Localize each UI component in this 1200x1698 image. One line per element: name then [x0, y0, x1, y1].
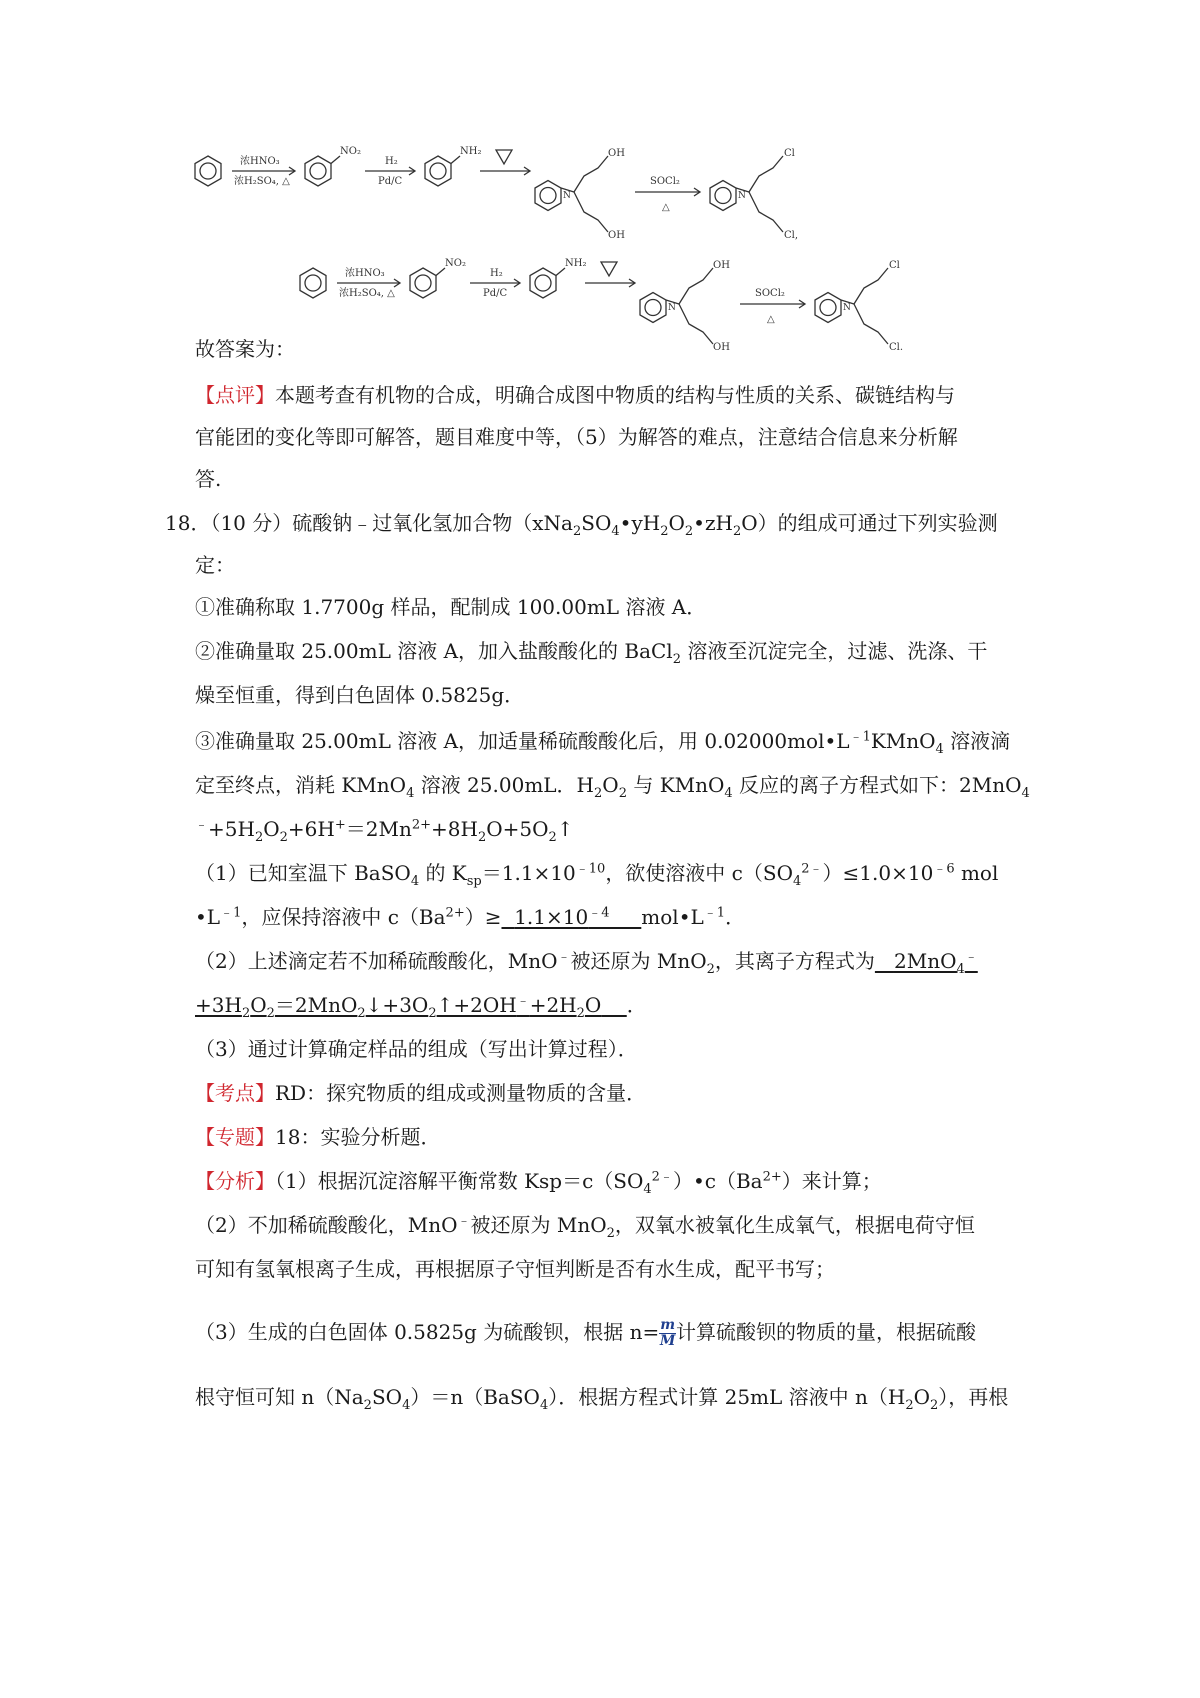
- nitrobenzene-ring: [305, 156, 331, 186]
- step-1: ①准确称取 1.7700g 样品，配制成 100.00mL 溶液 A．: [195, 595, 707, 619]
- reagent-label: △: [767, 314, 775, 325]
- dichloro-ring: [710, 181, 736, 211]
- part-3: （3）通过计算确定样品的组成（写出计算过程）．: [195, 1037, 638, 1061]
- answer-intro: 故答案为：: [195, 337, 295, 361]
- part-2-answer-b: $+3H_2O_2=2MnO_2↓+3O_2↑+2OH^﹣+2H_2O$: [195, 993, 602, 1021]
- benzene-ring: [195, 156, 221, 186]
- group-label: NO₂: [340, 146, 361, 157]
- part-2-line-1: （2）上述滴定若不加稀硫酸酸化，MnO﹣被还原为 MnO$_2$，其离子方程式为 2MnO$_4$﹣: [195, 949, 978, 977]
- group-label: Cl.: [889, 342, 904, 353]
- reagent-label: H₂: [385, 156, 398, 167]
- reagent-label: 浓HNO₃: [345, 268, 385, 279]
- kaodian-tag: 【考点】: [195, 1081, 275, 1105]
- reaction-scheme-2: [285, 252, 925, 362]
- reagent-label: 浓H₂SO₄, △: [234, 176, 290, 187]
- diol-ring: [535, 181, 561, 211]
- step-3-line-2: 定至终点，消耗 KMnO$_4$ 溶液 25.00mL．$H_2O_2$ 与 KMnO$_4$ 反应的离子方程式如下：2MnO$_4$: [195, 773, 1030, 801]
- reagent-label: SOCl₂: [650, 176, 680, 187]
- part-1-line-2: $•L^{﹣1}$，应保持溶液中 $c(Ba^{2+})\ge 1.1\times 10^{﹣4}$ $mol•L^{﹣1}$．: [195, 905, 746, 929]
- benzene-ring: [300, 268, 326, 298]
- reagent-label: 浓HNO₃: [240, 156, 280, 167]
- analysis-line-4: （3）生成的白色固体 0.5825g 为硫酸钡，根据 n= $\frac{m}{M}$ 计算硫酸钡的物质的量，根据硫酸: [195, 1317, 977, 1349]
- part-1-answer: $1.1\times 10^{﹣4}$: [514, 905, 610, 929]
- group-label: Cl,: [784, 230, 799, 241]
- epoxide-icon: [496, 150, 512, 164]
- step-2-line-1: ②准确量取 25.00mL 溶液 A，加入盐酸酸化的 BaCl$_2$ 溶液至沉淀完全，过滤、洗涤、干: [195, 639, 988, 667]
- aniline-ring: [425, 156, 451, 186]
- reagent-label: △: [662, 202, 670, 213]
- kaodian: 【考点】RD：探究物质的组成或测量物质的含量．: [195, 1081, 647, 1105]
- review-line-3: 答.: [195, 467, 222, 491]
- group-label: OH: [608, 230, 625, 241]
- nitrobenzene-ring: [410, 268, 436, 298]
- dichloro-ring: [815, 293, 841, 323]
- group-label: OH: [713, 342, 730, 353]
- reagent-label: SOCl₂: [755, 288, 785, 299]
- analysis-line-3: 可知有氢氧根离子生成，再根据原子守恒判断是否有水生成，配平书写；: [195, 1257, 835, 1281]
- analysis-line-2: （2）不加稀硫酸酸化，MnO﹣被还原为 MnO$_2$，双氧水被氧化生成氧气，根据电荷守恒: [195, 1213, 975, 1241]
- diol-ring: [640, 293, 666, 323]
- reagent-label: H₂: [490, 268, 503, 279]
- group-label: NH₂: [460, 146, 482, 157]
- group-label: Cl: [784, 148, 795, 159]
- group-label: NH₂: [565, 258, 587, 269]
- group-label: Cl: [889, 260, 900, 271]
- svg-text:N: N: [668, 303, 676, 313]
- review-line-1: 【点评】本题考查有机物的合成，明确合成图中物质的结构与性质的关系、碳链结构与: [195, 383, 955, 407]
- analysis-line-1: 【分析】（1）根据沉淀溶解平衡常数 $Ksp=c(SO_4^{2﹣})•c(Ba^{2+})$来计算；: [195, 1169, 882, 1197]
- group-label: OH: [608, 148, 625, 159]
- fraction-m-over-M: $\frac{m}{M}$: [659, 1317, 676, 1349]
- question-18-line-1: 18．（10 分）硫酸钠﹣过氧化氢加合物$(xNa_2SO_4•yH_2O_2•zH_2O)$的组成可通过下列实验测: [165, 511, 998, 539]
- analysis-tag: 【分析】: [195, 1169, 275, 1193]
- zhuanti: 【专题】18：实验分析题．: [195, 1125, 441, 1149]
- step-3-line-3: $^﹣+5H_2O_2+6H^+=2Mn^{2+}+8H_2O+5O_2↑$: [195, 817, 574, 845]
- reagent-label: 浓H₂SO₄, △: [339, 288, 395, 299]
- group-label: NO₂: [445, 258, 466, 269]
- part-1-line-1: （1）已知室温下 BaSO$_4$ 的 $K_{sp}=1.1\times 10^{﹣10}$，欲使溶液中 $c(SO_4^{2﹣})\le 1.0\times 10^{﹣6}$ mol: [195, 861, 999, 889]
- aniline-ring: [530, 268, 556, 298]
- zhuanti-tag: 【专题】: [195, 1125, 275, 1149]
- step-2-line-2: 燥至恒重，得到白色固体 0.5825g．: [195, 683, 525, 707]
- reagent-label: Pd/C: [483, 288, 508, 299]
- part-2-line-2: $+3H_2O_2=2MnO_2↓+3O_2↑+2OH^﹣+2H_2O$ ．: [195, 993, 647, 1021]
- step-3-line-1: ③准确量取 25.00mL 溶液 A，加适量稀硫酸酸化后，用 $0.02000mol•L^{﹣1}KMnO_4$ 溶液滴: [195, 729, 1011, 757]
- svg-text:N: N: [843, 303, 851, 313]
- analysis-line-5: 根守恒可知 $n(Na_2SO_4)=n(BaSO_4)$．根据方程式计算 25mL 溶液中 $n(H_2O_2)$，再根: [195, 1385, 1009, 1413]
- epoxide-icon: [601, 262, 617, 276]
- group-label: OH: [713, 260, 730, 271]
- svg-text:N: N: [738, 191, 746, 201]
- reagent-label: Pd/C: [378, 176, 403, 187]
- review-tag: 【点评】: [195, 383, 275, 407]
- question-18-line-2: 定：: [195, 553, 235, 577]
- svg-text:N: N: [563, 191, 571, 201]
- review-line-2: 官能团的变化等即可解答，题目难度中等，（5）为解答的难点，注意结合信息来分析解: [195, 425, 958, 449]
- reaction-scheme-1: [180, 140, 820, 250]
- part-2-answer-a: 2MnO$_4$﹣: [893, 949, 978, 977]
